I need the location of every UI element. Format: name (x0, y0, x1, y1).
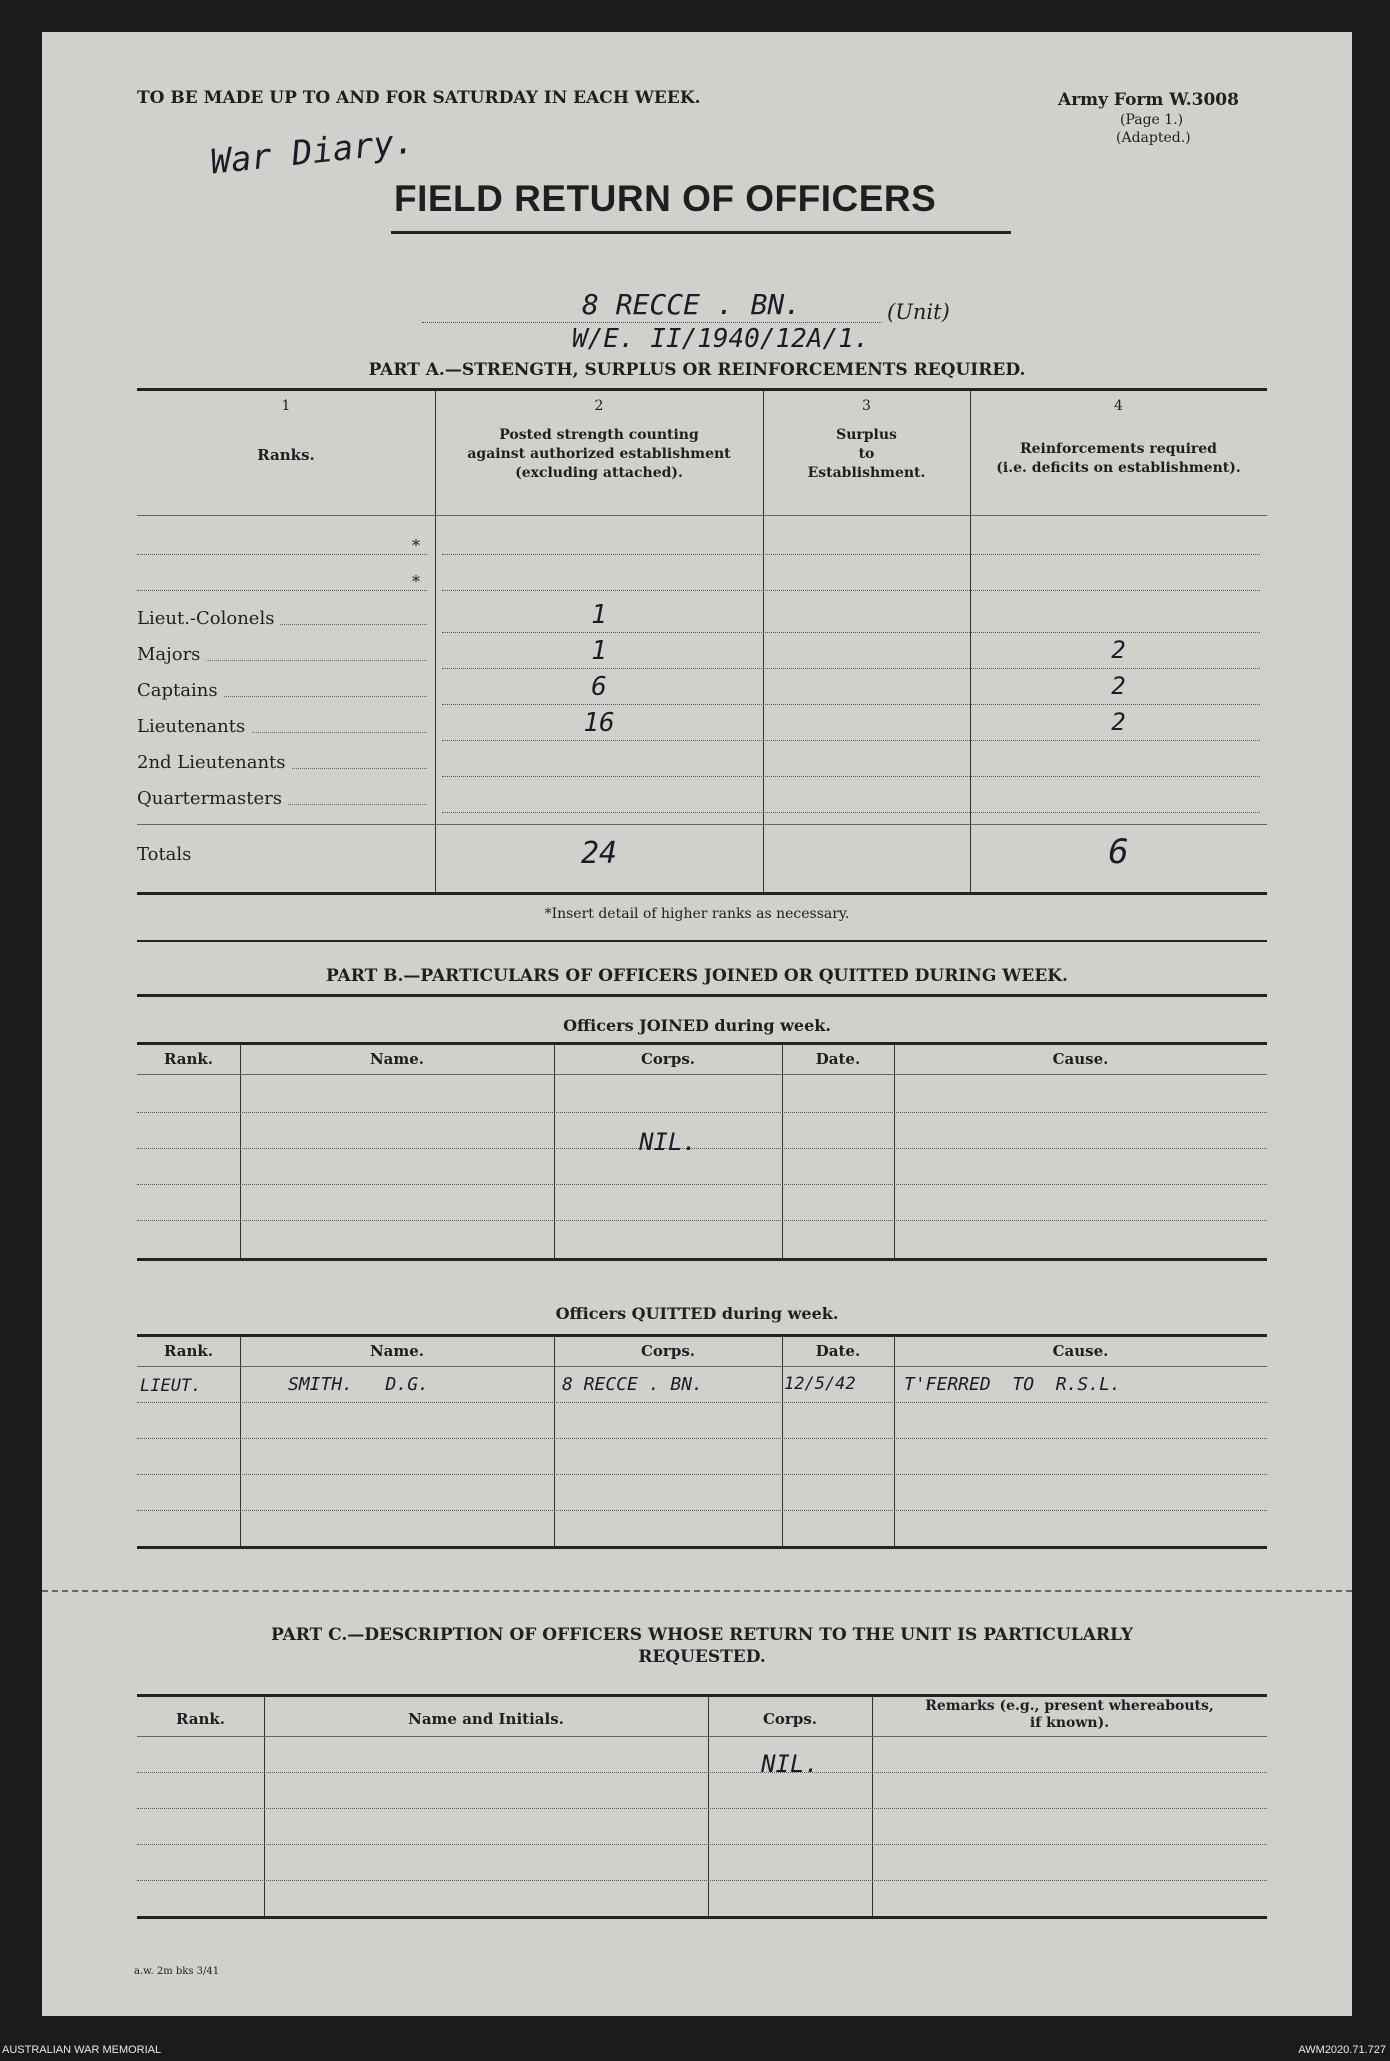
quitted-header-divider (137, 1366, 1267, 1367)
rank-label: 2nd Lieutenants (137, 752, 292, 773)
rank-row-2nd-lieutenants (137, 752, 427, 773)
quitted-vline-3 (782, 1336, 783, 1548)
rank-row-captains (137, 680, 427, 701)
quitted-row-line-3 (137, 1474, 1267, 1475)
col-header-ranks: Ranks. (257, 446, 315, 464)
archive-footer-right: AWM2020.71.727 (1298, 2044, 1386, 2056)
quitted-vline-1 (240, 1336, 241, 1548)
part-c-vline-2 (708, 1696, 709, 1918)
part-c-col-name: Name and Initials. (408, 1710, 564, 1728)
part-c-row-line-2 (137, 1808, 1267, 1809)
reinf-majors: 2 (1111, 636, 1126, 664)
handwritten-note: War Diary. (208, 121, 417, 183)
col-number-4: 4 (1114, 398, 1123, 414)
archive-footer-left: AUSTRALIAN WAR MEMORIAL (2, 2044, 162, 2056)
joined-vline-3 (782, 1044, 783, 1260)
part-a-bottom-rule (137, 892, 1267, 895)
part-c-header-divider (137, 1736, 1267, 1737)
form-number: Army Form W.3008 (1058, 90, 1239, 110)
row-line-3 (442, 704, 1260, 705)
printer-mark: a.w. 2m bks 3/41 (134, 1966, 220, 1977)
joined-entry: NIL. (639, 1128, 697, 1156)
footnote: *Insert detail of higher ranks as necessary. (544, 906, 850, 922)
col-number-3: 3 (862, 398, 871, 414)
col-number-2: 2 (594, 398, 604, 414)
joined-col-rank: Rank. (163, 1050, 214, 1068)
star-1: * (412, 536, 420, 555)
joined-header-divider (137, 1074, 1267, 1075)
quitted-col-name: Name. (369, 1342, 425, 1360)
totals-reinforcements: 6 (1108, 832, 1129, 872)
joined-col-date: Date. (815, 1050, 861, 1068)
joined-vline-1 (240, 1044, 241, 1260)
part-b-top-rule (137, 994, 1267, 997)
part-c-row-line-4 (137, 1880, 1267, 1881)
col-number-1: 1 (281, 398, 291, 414)
joined-col-cause: Cause. (1052, 1050, 1109, 1068)
col2-header-line2: against authorized establishment (467, 446, 731, 462)
quitted-col-date: Date. (815, 1342, 861, 1360)
quitted-col-corps: Corps. (640, 1342, 695, 1360)
part-c-bottom-rule (137, 1916, 1267, 1919)
part-b-heading: PART B.—PARTICULARS OF OFFICERS JOINED OR QUITTED DURING WEEK. (326, 966, 1068, 986)
instruction-text: TO BE MADE UP TO AND FOR SATURDAY IN EACH WEEK. (137, 88, 701, 108)
row-line-6 (442, 812, 1260, 813)
perforation-line (42, 1590, 1352, 1592)
col-header-surplus (763, 426, 970, 483)
remarks-header-line2: if known). (1029, 1715, 1110, 1731)
quitted-row-line-2 (137, 1438, 1267, 1439)
rank-row-lieut-colonels (137, 608, 427, 629)
col3-header-line3: Establishment. (807, 465, 926, 481)
posted-lieutenants: 16 (583, 708, 615, 738)
star-row-1-line (137, 554, 427, 555)
rank-row-lieutenants (137, 716, 427, 737)
quitted-cause: T'FERRED TO R.S.L. (904, 1374, 1121, 1395)
part-c-vline-1 (264, 1696, 265, 1918)
quitted-bottom-rule (137, 1546, 1267, 1549)
quitted-col-rank: Rank. (163, 1342, 214, 1360)
part-c-row-line-1 (137, 1772, 1267, 1773)
joined-col-name: Name. (369, 1050, 425, 1068)
rank-label: Majors (137, 644, 206, 665)
col3-header-line1: Surplus (836, 427, 897, 443)
joined-heading: Officers JOINED during week. (563, 1016, 831, 1035)
col4-header-line2: (i.e. deficits on establishment). (996, 460, 1241, 476)
col2-header-line3: (excluding attached). (515, 465, 683, 481)
quitted-top-rule (137, 1334, 1267, 1337)
quitted-name: SMITH. D.G. (288, 1374, 429, 1395)
posted-captains: 6 (591, 672, 607, 702)
rank-label: Quartermasters (137, 788, 288, 809)
rank-label: Lieut.-Colonels (137, 608, 280, 629)
part-c-col-remarks (872, 1698, 1267, 1732)
star-row-2-cells (442, 590, 1260, 591)
part-c-col-corps: Corps. (762, 1710, 817, 1728)
part-c-heading-line2: REQUESTED. (638, 1647, 766, 1667)
joined-row-line-3 (137, 1184, 1267, 1185)
quitted-vline-2 (554, 1336, 555, 1548)
part-a-heading: PART A.—STRENGTH, SURPLUS OR REINFORCEMENTS REQUIRED. (368, 360, 1026, 380)
joined-col-corps: Corps. (640, 1050, 695, 1068)
col3-header-line2: to (858, 446, 875, 462)
form-title: FIELD RETURN OF OFFICERS (394, 178, 937, 219)
reinf-captains: 2 (1111, 672, 1126, 700)
col4-header-line1: Reinforcements required (1020, 441, 1217, 457)
row-line-2 (442, 668, 1260, 669)
joined-row-line-4 (137, 1220, 1267, 1221)
header-divider (137, 515, 1267, 516)
part-a-top-rule (137, 388, 1267, 391)
reinf-lieutenants: 2 (1111, 708, 1126, 736)
form-sheet (42, 32, 1352, 2016)
unit-value: 8 RECCE . BN. (582, 288, 802, 321)
rank-row-quartermasters (137, 788, 427, 809)
quitted-rank: LIEUT. (140, 1376, 202, 1396)
col-header-reinforcements (970, 440, 1267, 478)
joined-bottom-rule (137, 1258, 1267, 1261)
row-line-1 (442, 632, 1260, 633)
unit-dotted-line (422, 322, 882, 323)
quitted-row-line-4 (137, 1510, 1267, 1511)
row-line-4 (442, 740, 1260, 741)
week-ending-value: W/E. II/1940/12A/1. (572, 324, 870, 354)
joined-row-line-1 (137, 1112, 1267, 1113)
form-adapted: (Adapted.) (1116, 130, 1191, 146)
star-row-2-line (137, 590, 427, 591)
quitted-vline-4 (894, 1336, 895, 1548)
totals-label: Totals (137, 844, 192, 865)
quitted-corps: 8 RECCE . BN. (562, 1374, 703, 1395)
star-row-1-cells (442, 554, 1260, 555)
totals-divider (137, 824, 1267, 825)
remarks-header-line1: Remarks (e.g., present whereabouts, (925, 1698, 1214, 1714)
quitted-col-cause: Cause. (1052, 1342, 1109, 1360)
rank-label: Captains (137, 680, 224, 701)
col2-header-line1: Posted strength counting (499, 427, 699, 443)
col-header-posted (435, 426, 763, 483)
part-a-footnote-rule (137, 940, 1267, 942)
rank-row-majors (137, 644, 427, 665)
totals-posted: 24 (580, 836, 618, 871)
part-c-row-line-3 (137, 1844, 1267, 1845)
posted-lieut-colonels: 1 (591, 600, 607, 630)
form-page: (Page 1.) (1120, 112, 1184, 128)
quitted-heading: Officers QUITTED during week. (555, 1304, 839, 1323)
row-line-5 (442, 776, 1260, 777)
part-c-entry: NIL. (761, 1750, 819, 1778)
quitted-date: 12/5/42 (784, 1374, 856, 1394)
posted-majors: 1 (591, 636, 607, 666)
title-underline (391, 231, 1011, 234)
quitted-row-line-1 (137, 1402, 1267, 1403)
star-2: * (412, 572, 420, 591)
rank-label: Lieutenants (137, 716, 251, 737)
joined-vline-4 (894, 1044, 895, 1260)
part-c-heading (122, 1624, 1282, 1668)
joined-top-rule (137, 1042, 1267, 1045)
part-c-col-rank: Rank. (175, 1710, 226, 1728)
part-c-heading-line1: PART C.—DESCRIPTION OF OFFICERS WHOSE RETURN TO THE UNIT IS PARTICULARLY (270, 1625, 1134, 1645)
unit-label: (Unit) (887, 300, 950, 324)
part-c-top-rule (137, 1694, 1267, 1697)
